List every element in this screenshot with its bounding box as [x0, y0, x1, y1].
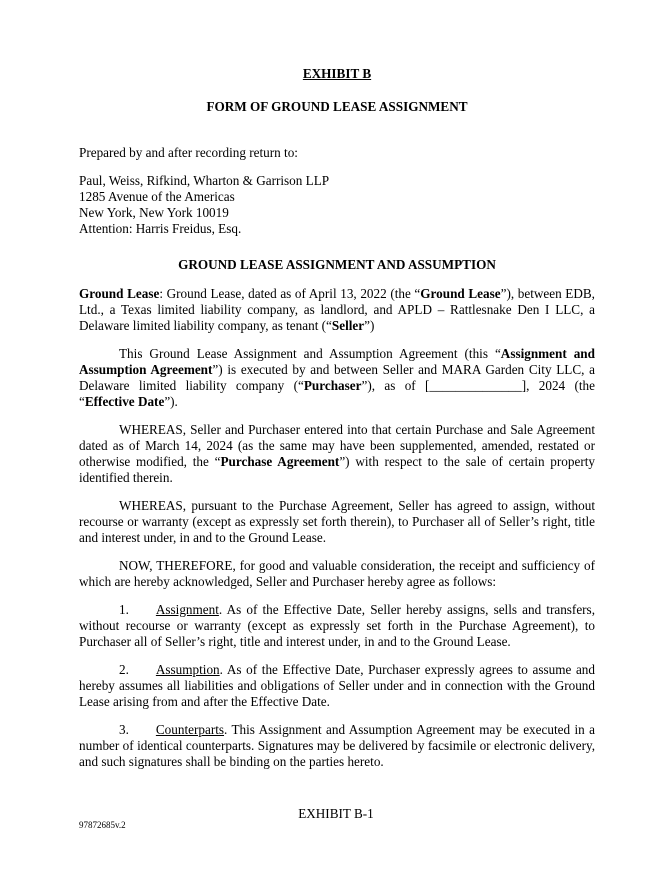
address-line-street: 1285 Avenue of the Americas: [79, 189, 235, 204]
address-line-attention: Attention: Harris Freidus, Esq.: [79, 221, 242, 236]
exhibit-title: EXHIBIT B: [302, 66, 372, 81]
paragraph-clause-assignment: 1. Assignment. As of the Effective Date, Seller hereby assigns, sells and transfers, without recourse or warranty (except as expressly set forth in the Purchase Agreement), to Purchaser all of Seller’s right, title and interest under, in and to the Ground Lease.: [79, 602, 595, 649]
form-title: FORM OF GROUND LEASE ASSIGNMENT: [206, 99, 468, 114]
address-line-city: New York, New York 10019: [79, 205, 229, 220]
paragraph-now-therefore: NOW, THEREFORE, for good and valuable consideration, the receipt and sufficiency of which are hereby acknowledged, Seller and Purchaser hereby agree as follows:: [79, 558, 595, 589]
exhibit-heading: [79, 66, 595, 82]
recording-intro: Prepared by and after recording return to:: [79, 145, 298, 160]
paragraph-clause-counterparts: 3. Counterparts. This Assignment and Assumption Agreement may be executed in a number of identical counterparts. Signatures may be delivered by facsimile or electronic delivery, and such signatures shall be binding on the parties hereto.: [79, 722, 595, 769]
footer-page-label: EXHIBIT B-1: [298, 806, 374, 821]
address-block: [79, 173, 595, 237]
document-body: [79, 66, 595, 782]
agreement-title: GROUND LEASE ASSIGNMENT AND ASSUMPTION: [178, 257, 496, 272]
paragraph-clause-assumption: 2. Assumption. As of the Effective Date, Purchaser expressly agrees to assume and hereby assumes all liabilities and obligations of Seller under and in connection with the Ground Lease arising from and after the Effective Date.: [79, 662, 595, 709]
footer-doc-number: 97872685v.2: [79, 820, 126, 830]
paragraph-whereas-assignment: WHEREAS, pursuant to the Purchase Agreement, Seller has agreed to assign, without recourse or warranty (except as expressly set forth therein), to Purchaser all of Seller’s right, title and interest under, in and to the Ground Lease.: [79, 498, 595, 545]
paragraph-ground-lease-definition: Ground Lease: Ground Lease, dated as of April 13, 2022 (the “Ground Lease”), between EDB, Ltd., a Texas limited liability company, as landlord, and APLD – Rattlesnake Den I LLC, a Delaware limited liability company, as tenant (“Seller”): [79, 286, 595, 333]
paragraph-whereas-purchase-agreement: WHEREAS, Seller and Purchaser entered into that certain Purchase and Sale Agreement dated as of March 14, 2024 (as the same may have been supplemented, amended, restated or otherwise modified, the “Purchase Agreement”) with respect to the sale of certain property identified therein.: [79, 422, 595, 485]
paragraph-execution: This Ground Lease Assignment and Assumption Agreement (this “Assignment and Assumption Agreement”) is executed by and between Seller and MARA Garden City LLC, a Delaware limited liability company (“Purchaser”), as of [______________], 2024 (the “Effective Date”).: [79, 346, 596, 409]
address-line-firm: Paul, Weiss, Rifkind, Wharton & Garrison LLP: [79, 173, 330, 188]
